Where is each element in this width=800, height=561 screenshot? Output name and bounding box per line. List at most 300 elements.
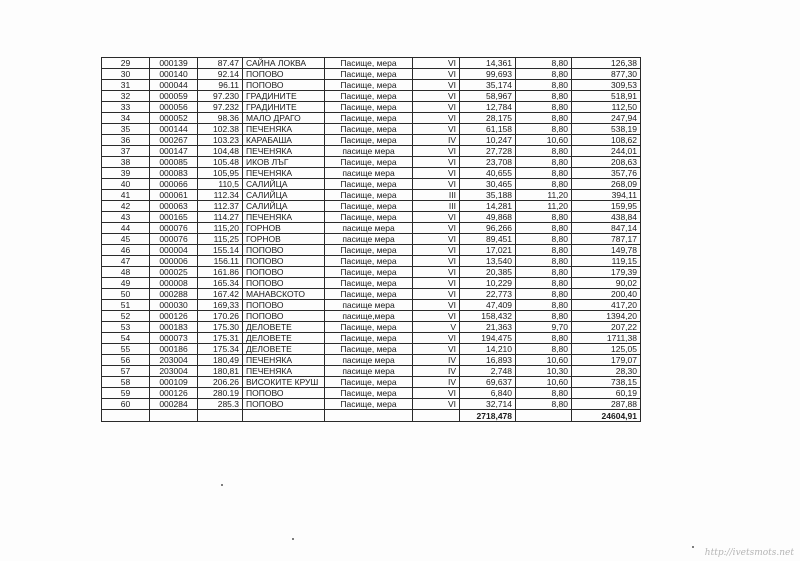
row-number: 41 (102, 190, 150, 201)
category: IV (413, 135, 460, 146)
parcel-code: 112.34 (198, 190, 243, 201)
table-cell (102, 410, 150, 422)
row-number: 45 (102, 234, 150, 245)
price-rate: 8,80 (516, 388, 572, 399)
locality-name: ПЕЧЕНЯКА (243, 366, 325, 377)
parcel-code: 104,48 (198, 146, 243, 157)
row-number: 38 (102, 157, 150, 168)
parcel-id: 000284 (150, 399, 198, 410)
table-row (102, 366, 641, 377)
row-number: 52 (102, 311, 150, 322)
area-value: 158,432 (460, 311, 516, 322)
table-row (102, 124, 641, 135)
category: III (413, 190, 460, 201)
row-number: 51 (102, 300, 150, 311)
locality-name: САЛИЙЦА (243, 179, 325, 190)
parcel-code: 97.232 (198, 102, 243, 113)
parcel-id: 000267 (150, 135, 198, 146)
parcel-code: 112.37 (198, 201, 243, 212)
land-use: Пасище, мера (325, 278, 413, 289)
area-value: 10,247 (460, 135, 516, 146)
category: VI (413, 69, 460, 80)
parcel-id: 000030 (150, 300, 198, 311)
totals-row (102, 410, 641, 422)
parcel-id: 000083 (150, 168, 198, 179)
locality-name: ВИСОКИТЕ КРУШ (243, 377, 325, 388)
parcel-code: 92.14 (198, 69, 243, 80)
table-row (102, 234, 641, 245)
land-use: пасище мера (325, 300, 413, 311)
area-value: 28,175 (460, 113, 516, 124)
table-row (102, 102, 641, 113)
area-value: 40,655 (460, 168, 516, 179)
row-number: 39 (102, 168, 150, 179)
row-number: 44 (102, 223, 150, 234)
area-value: 61,158 (460, 124, 516, 135)
total-sum: 24604,91 (572, 410, 641, 422)
locality-name: ПОПОВО (243, 256, 325, 267)
table-row (102, 179, 641, 190)
table-cell (150, 410, 198, 422)
locality-name: ГРАДИНИТЕ (243, 91, 325, 102)
price-rate: 8,80 (516, 58, 572, 69)
parcel-code: 105,95 (198, 168, 243, 179)
area-value: 32,714 (460, 399, 516, 410)
row-number: 42 (102, 201, 150, 212)
amount-value: 877,30 (572, 69, 641, 80)
row-number: 47 (102, 256, 150, 267)
category: V (413, 322, 460, 333)
locality-name: ПЕЧЕНЯКА (243, 355, 325, 366)
locality-name: МАНАВСКОТО (243, 289, 325, 300)
land-use: Пасище, мера (325, 245, 413, 256)
land-use: Пасище, мера (325, 201, 413, 212)
row-number: 32 (102, 91, 150, 102)
locality-name: САЛИЙЦА (243, 190, 325, 201)
area-value: 96,266 (460, 223, 516, 234)
table-row (102, 256, 641, 267)
parcel-code: 165.34 (198, 278, 243, 289)
parcel-code: 87.47 (198, 58, 243, 69)
table-body (102, 58, 641, 410)
land-use: пасище мера (325, 366, 413, 377)
parcel-code: 110,5 (198, 179, 243, 190)
category: III (413, 201, 460, 212)
amount-value: 287,88 (572, 399, 641, 410)
locality-name: ПЕЧЕНЯКА (243, 168, 325, 179)
land-use: Пасище, мера (325, 322, 413, 333)
category: VI (413, 80, 460, 91)
category: VI (413, 388, 460, 399)
amount-value: 112,50 (572, 102, 641, 113)
parcel-code: 280.19 (198, 388, 243, 399)
parcel-id: 000052 (150, 113, 198, 124)
locality-name: ГОРНОВ (243, 234, 325, 245)
amount-value: 244,01 (572, 146, 641, 157)
row-number: 53 (102, 322, 150, 333)
table-row (102, 344, 641, 355)
area-value: 47,409 (460, 300, 516, 311)
parcel-code: 97.230 (198, 91, 243, 102)
table-row (102, 168, 641, 179)
amount-value: 538,19 (572, 124, 641, 135)
amount-value: 207,22 (572, 322, 641, 333)
price-rate: 8,80 (516, 69, 572, 80)
price-rate: 8,80 (516, 333, 572, 344)
parcel-id: 000073 (150, 333, 198, 344)
category: VI (413, 245, 460, 256)
parcel-code: 96.11 (198, 80, 243, 91)
parcel-code: 180,49 (198, 355, 243, 366)
locality-name: ПОПОВО (243, 245, 325, 256)
area-value: 14,281 (460, 201, 516, 212)
table-row (102, 355, 641, 366)
price-rate: 8,80 (516, 212, 572, 223)
amount-value: 394,11 (572, 190, 641, 201)
locality-name: САЛИЙЦА (243, 201, 325, 212)
table-row (102, 157, 641, 168)
land-use: пасище мера (325, 234, 413, 245)
land-use: Пасище, мера (325, 69, 413, 80)
parcel-id: 000186 (150, 344, 198, 355)
parcel-code: 105.48 (198, 157, 243, 168)
row-number: 54 (102, 333, 150, 344)
locality-name: САЙНА ЛОКВА (243, 58, 325, 69)
area-value: 14,210 (460, 344, 516, 355)
land-use: Пасище, мера (325, 333, 413, 344)
total-area: 2718,478 (460, 410, 516, 422)
area-value: 69,637 (460, 377, 516, 388)
price-rate: 11,20 (516, 201, 572, 212)
row-number: 36 (102, 135, 150, 146)
parcel-id: 000066 (150, 179, 198, 190)
price-rate: 9,70 (516, 322, 572, 333)
amount-value: 417,20 (572, 300, 641, 311)
parcel-code: 98.36 (198, 113, 243, 124)
parcel-id: 000183 (150, 322, 198, 333)
price-rate: 8,80 (516, 399, 572, 410)
category: VI (413, 289, 460, 300)
table-row (102, 135, 641, 146)
locality-name: КАРАБАША (243, 135, 325, 146)
amount-value: 268,09 (572, 179, 641, 190)
price-rate: 8,80 (516, 146, 572, 157)
price-rate: 10,60 (516, 355, 572, 366)
row-number: 50 (102, 289, 150, 300)
parcel-id: 203004 (150, 366, 198, 377)
area-value: 99,693 (460, 69, 516, 80)
row-number: 40 (102, 179, 150, 190)
locality-name: ПОПОВО (243, 267, 325, 278)
amount-value: 179,07 (572, 355, 641, 366)
price-rate: 8,80 (516, 223, 572, 234)
category: VI (413, 58, 460, 69)
category: VI (413, 102, 460, 113)
land-use: Пасище, мера (325, 157, 413, 168)
parcel-id: 000165 (150, 212, 198, 223)
parcel-id: 000061 (150, 190, 198, 201)
locality-name: ПОПОВО (243, 399, 325, 410)
row-number: 49 (102, 278, 150, 289)
price-rate: 8,80 (516, 179, 572, 190)
row-number: 60 (102, 399, 150, 410)
table-row (102, 190, 641, 201)
parcel-id: 000085 (150, 157, 198, 168)
table-row (102, 245, 641, 256)
land-use: пасище мера (325, 355, 413, 366)
amount-value: 1394,20 (572, 311, 641, 322)
table-row (102, 399, 641, 410)
area-value: 20,385 (460, 267, 516, 278)
parcel-id: 000006 (150, 256, 198, 267)
amount-value: 159,95 (572, 201, 641, 212)
area-value: 16,893 (460, 355, 516, 366)
locality-name: ПОПОВО (243, 80, 325, 91)
table-row (102, 300, 641, 311)
land-use: Пасище, мера (325, 399, 413, 410)
land-use: Пасище, мера (325, 179, 413, 190)
table-row (102, 333, 641, 344)
parcel-code: 114.27 (198, 212, 243, 223)
parcel-code: 115,25 (198, 234, 243, 245)
parcel-code: 103.23 (198, 135, 243, 146)
parcel-code: 155.14 (198, 245, 243, 256)
price-rate: 10,30 (516, 366, 572, 377)
price-rate: 11,20 (516, 190, 572, 201)
parcel-code: 175.34 (198, 344, 243, 355)
land-use: Пасище, мера (325, 124, 413, 135)
land-use: Пасище, мера (325, 377, 413, 388)
category: VI (413, 223, 460, 234)
scan-speck (692, 546, 694, 548)
row-number: 48 (102, 267, 150, 278)
area-value: 17,021 (460, 245, 516, 256)
land-use: пасище мера (325, 168, 413, 179)
amount-value: 108,62 (572, 135, 641, 146)
parcel-code: 102.38 (198, 124, 243, 135)
category: VI (413, 311, 460, 322)
parcel-code: 156.11 (198, 256, 243, 267)
row-number: 57 (102, 366, 150, 377)
table-row (102, 322, 641, 333)
table-row (102, 311, 641, 322)
land-use: Пасище, мера (325, 91, 413, 102)
table-row (102, 377, 641, 388)
parcel-id: 000109 (150, 377, 198, 388)
locality-name: ПЕЧЕНЯКА (243, 124, 325, 135)
locality-name: ПОПОВО (243, 300, 325, 311)
locality-name: ПОПОВО (243, 278, 325, 289)
area-value: 22,773 (460, 289, 516, 300)
parcel-id: 203004 (150, 355, 198, 366)
parcel-id: 000004 (150, 245, 198, 256)
parcel-id: 000076 (150, 234, 198, 245)
parcel-code: 180,81 (198, 366, 243, 377)
parcel-code: 169,33 (198, 300, 243, 311)
amount-value: 847,14 (572, 223, 641, 234)
table-cell (516, 410, 572, 422)
locality-name: ПЕЧЕНЯКА (243, 146, 325, 157)
price-rate: 8,80 (516, 311, 572, 322)
locality-name: ПОПОВО (243, 69, 325, 80)
row-number: 58 (102, 377, 150, 388)
land-use: Пасище, мера (325, 58, 413, 69)
area-value: 2,748 (460, 366, 516, 377)
land-use: Пасище, мера (325, 344, 413, 355)
parcel-code: 206.26 (198, 377, 243, 388)
area-value: 23,708 (460, 157, 516, 168)
parcel-code: 167.42 (198, 289, 243, 300)
row-number: 30 (102, 69, 150, 80)
parcel-code: 175.31 (198, 333, 243, 344)
price-rate: 8,80 (516, 234, 572, 245)
amount-value: 738,15 (572, 377, 641, 388)
category: VI (413, 399, 460, 410)
amount-value: 126,38 (572, 58, 641, 69)
table-row (102, 278, 641, 289)
category: VI (413, 124, 460, 135)
area-value: 12,784 (460, 102, 516, 113)
parcel-id: 000025 (150, 267, 198, 278)
parcel-id: 000140 (150, 69, 198, 80)
locality-name: ПЕЧЕНЯКА (243, 212, 325, 223)
price-rate: 8,80 (516, 344, 572, 355)
price-rate: 8,80 (516, 113, 572, 124)
row-number: 29 (102, 58, 150, 69)
amount-value: 247,94 (572, 113, 641, 124)
row-number: 31 (102, 80, 150, 91)
amount-value: 438,84 (572, 212, 641, 223)
watermark-url: http://ivetsmots.net (704, 548, 794, 558)
parcel-id: 000126 (150, 388, 198, 399)
table-row (102, 69, 641, 80)
parcel-id: 000056 (150, 102, 198, 113)
scan-speck (221, 484, 223, 486)
amount-value: 787,17 (572, 234, 641, 245)
locality-name: ПОПОВО (243, 311, 325, 322)
table-row (102, 289, 641, 300)
locality-name: ДЕЛОВЕТЕ (243, 344, 325, 355)
parcel-id: 000139 (150, 58, 198, 69)
area-value: 89,451 (460, 234, 516, 245)
price-rate: 10,60 (516, 377, 572, 388)
table-row (102, 388, 641, 399)
area-value: 13,540 (460, 256, 516, 267)
row-number: 43 (102, 212, 150, 223)
table-row (102, 201, 641, 212)
area-value: 35,188 (460, 190, 516, 201)
amount-value: 90,02 (572, 278, 641, 289)
area-value: 35,174 (460, 80, 516, 91)
parcel-id: 000008 (150, 278, 198, 289)
category: VI (413, 113, 460, 124)
table-row (102, 212, 641, 223)
price-rate: 8,80 (516, 157, 572, 168)
locality-name: ИКОВ ЛЪГ (243, 157, 325, 168)
parcel-id: 000288 (150, 289, 198, 300)
locality-name: ГРАДИНИТЕ (243, 102, 325, 113)
land-parcels-table (101, 57, 641, 422)
document-sheet (101, 57, 640, 422)
amount-value: 60,19 (572, 388, 641, 399)
category: VI (413, 234, 460, 245)
parcel-code: 170.26 (198, 311, 243, 322)
land-use: Пасище, мера (325, 135, 413, 146)
category: VI (413, 333, 460, 344)
price-rate: 8,80 (516, 168, 572, 179)
parcel-id: 000076 (150, 223, 198, 234)
locality-name: ГОРНОВ (243, 223, 325, 234)
price-rate: 8,80 (516, 124, 572, 135)
parcel-id: 000059 (150, 91, 198, 102)
price-rate: 8,80 (516, 256, 572, 267)
land-use: пасище,мера (325, 311, 413, 322)
category: IV (413, 377, 460, 388)
price-rate: 8,80 (516, 80, 572, 91)
table-row (102, 146, 641, 157)
amount-value: 1711,38 (572, 333, 641, 344)
table-cell (325, 410, 413, 422)
parcel-id: 000063 (150, 201, 198, 212)
amount-value: 208,63 (572, 157, 641, 168)
row-number: 37 (102, 146, 150, 157)
area-value: 49,868 (460, 212, 516, 223)
parcel-id: 000126 (150, 311, 198, 322)
amount-value: 179,39 (572, 267, 641, 278)
land-use: пасище мера (325, 223, 413, 234)
parcel-id: 000144 (150, 124, 198, 135)
amount-value: 119,15 (572, 256, 641, 267)
amount-value: 200,40 (572, 289, 641, 300)
amount-value: 149,78 (572, 245, 641, 256)
land-use: Пасище, мера (325, 388, 413, 399)
amount-value: 309,53 (572, 80, 641, 91)
scan-speck (292, 538, 294, 540)
land-use: Пасище, мера (325, 289, 413, 300)
row-number: 35 (102, 124, 150, 135)
price-rate: 8,80 (516, 91, 572, 102)
table-row (102, 91, 641, 102)
table-row (102, 223, 641, 234)
row-number: 59 (102, 388, 150, 399)
parcel-id: 000044 (150, 80, 198, 91)
area-value: 21,363 (460, 322, 516, 333)
category: VI (413, 91, 460, 102)
category: VI (413, 146, 460, 157)
category: VI (413, 168, 460, 179)
parcel-id: 000147 (150, 146, 198, 157)
land-use: Пасище, мера (325, 212, 413, 223)
locality-name: ДЕЛОВЕТЕ (243, 333, 325, 344)
amount-value: 125,05 (572, 344, 641, 355)
table-row (102, 113, 641, 124)
land-use: Пасище, мера (325, 113, 413, 124)
locality-name: МАЛО ДРАГО (243, 113, 325, 124)
amount-value: 357,76 (572, 168, 641, 179)
area-value: 14,361 (460, 58, 516, 69)
land-use: Пасище, мера (325, 256, 413, 267)
category: VI (413, 256, 460, 267)
land-use: Пасище, мера (325, 267, 413, 278)
table-row (102, 267, 641, 278)
price-rate: 8,80 (516, 289, 572, 300)
price-rate: 8,80 (516, 300, 572, 311)
category: VI (413, 179, 460, 190)
locality-name: ПОПОВО (243, 388, 325, 399)
category: VI (413, 212, 460, 223)
category: VI (413, 267, 460, 278)
category: VI (413, 157, 460, 168)
